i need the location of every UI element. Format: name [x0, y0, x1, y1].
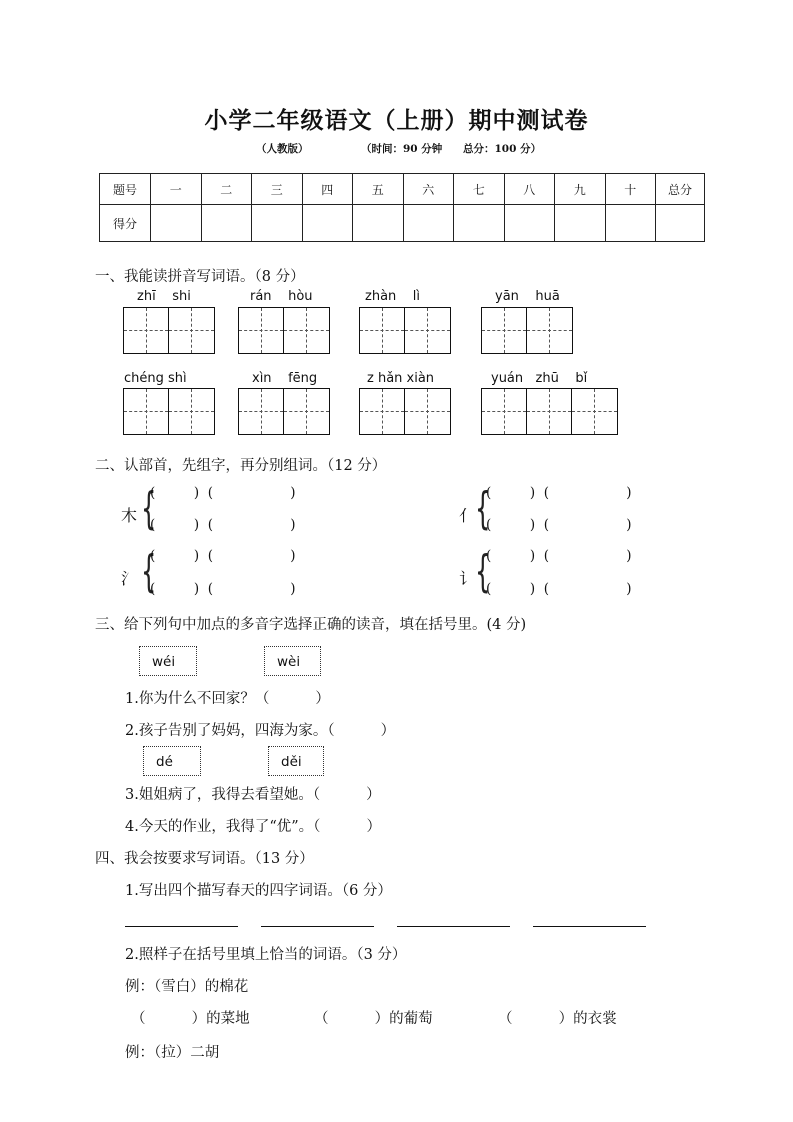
- writing-grid[interactable]: [481, 307, 573, 354]
- pinyin-label: zhī shi: [137, 289, 191, 304]
- score-cell[interactable]: [252, 205, 303, 242]
- question-line: 2.照样子在括号里填上恰当的词语。（3 分）: [125, 947, 407, 963]
- answer-line[interactable]: [533, 926, 646, 927]
- pinyin-label: zhàn lì: [365, 289, 421, 304]
- blank-pair[interactable]: ( ) ( ): [486, 581, 632, 597]
- radical: 讠: [459, 569, 476, 588]
- pinyin-label: rán hòu: [250, 289, 313, 304]
- score-cell[interactable]: [454, 205, 505, 242]
- edition-label: （人教版）: [256, 143, 309, 155]
- writing-grid[interactable]: [238, 388, 330, 435]
- question-line: 3.姐姐病了，我得去看望她。（ ）: [125, 787, 381, 803]
- pinyin-label: xìn fēng: [252, 371, 318, 386]
- writing-grid[interactable]: [123, 307, 215, 354]
- fill-blank[interactable]: （ ）的衣裳: [498, 1011, 617, 1027]
- question-line: 1.写出四个描写春天的四字词语。（6 分）: [125, 883, 392, 899]
- pinyin-label: yuán zhū bǐ: [491, 371, 588, 386]
- section1-title: 一、我能读拼音写词语。（8 分）: [95, 269, 305, 285]
- answer-line[interactable]: [397, 926, 510, 927]
- score-cell[interactable]: [504, 205, 555, 242]
- page-title: 小学二年级语文（上册）期中测试卷: [204, 107, 589, 134]
- writing-grid[interactable]: [123, 388, 215, 435]
- question-line: 4.今天的作业，我得了“优”。（ ）: [125, 819, 382, 835]
- row-label: 题号: [100, 174, 151, 205]
- writing-grid[interactable]: [238, 307, 330, 354]
- blank-pair[interactable]: ( ) ( ): [150, 548, 296, 564]
- pinyin-option: wèi: [264, 646, 321, 676]
- column-header: 总分: [656, 174, 705, 205]
- brace-icon: {: [141, 483, 157, 534]
- brace-icon: {: [475, 483, 491, 534]
- column-header: 四: [302, 174, 353, 205]
- score-cell[interactable]: [605, 205, 656, 242]
- writing-grid[interactable]: [481, 388, 618, 435]
- radical: 氵: [121, 569, 138, 588]
- question-line: 2.孩子告别了妈妈，四海为家。（ ）: [125, 723, 396, 739]
- total-score-label: 总分：100 分）: [463, 143, 542, 155]
- score-table: [99, 173, 705, 242]
- column-header: 二: [201, 174, 252, 205]
- table-row: [100, 205, 705, 242]
- blank-pair[interactable]: ( ) ( ): [150, 581, 296, 597]
- section4-title: 四、我会按要求写词语。（13 分）: [95, 851, 314, 867]
- answer-line[interactable]: [125, 926, 238, 927]
- section3-title: 三、给下列句中加点的多音字选择正确的读音，填在括号里。(4 分): [95, 617, 527, 633]
- column-header: 一: [151, 174, 202, 205]
- blank-pair[interactable]: ( ) ( ): [150, 485, 296, 501]
- fill-blank[interactable]: （ ）的菜地: [131, 1011, 250, 1027]
- column-header: 九: [555, 174, 606, 205]
- score-cell[interactable]: [656, 205, 705, 242]
- score-cell[interactable]: [302, 205, 353, 242]
- time-label: （时间：90 分钟: [361, 143, 443, 155]
- table-row: [100, 174, 705, 205]
- column-header: 八: [504, 174, 555, 205]
- brace-icon: {: [141, 546, 157, 597]
- blank-pair[interactable]: ( ) ( ): [486, 485, 632, 501]
- column-header: 五: [353, 174, 404, 205]
- score-cell[interactable]: [353, 205, 404, 242]
- column-header: 三: [252, 174, 303, 205]
- row-label: 得分: [100, 205, 151, 242]
- question-line: 1.你为什么不回家？（ ）: [125, 691, 330, 707]
- score-cell[interactable]: [555, 205, 606, 242]
- score-cell[interactable]: [151, 205, 202, 242]
- brace-icon: {: [475, 546, 491, 597]
- pinyin-label: yān huā: [495, 289, 560, 304]
- blank-pair[interactable]: ( ) ( ): [150, 517, 296, 533]
- writing-grid[interactable]: [359, 307, 451, 354]
- radical: 木: [121, 506, 138, 525]
- section2-title: 二、认部首，先组字，再分别组词。（12 分）: [95, 458, 387, 474]
- writing-grid[interactable]: [359, 388, 451, 435]
- blank-pair[interactable]: ( ) ( ): [486, 517, 632, 533]
- fill-blank[interactable]: （ ）的葡萄: [314, 1011, 433, 1027]
- example-line: 例：（雪白）的棉花: [125, 979, 249, 995]
- example-line: 例：（拉）二胡: [125, 1045, 220, 1061]
- pinyin-option: dé: [143, 746, 201, 776]
- pinyin-option: děi: [268, 746, 324, 776]
- score-cell[interactable]: [403, 205, 454, 242]
- column-header: 十: [605, 174, 656, 205]
- column-header: 六: [403, 174, 454, 205]
- pinyin-option: wéi: [139, 646, 197, 676]
- answer-line[interactable]: [261, 926, 374, 927]
- pinyin-label: chéng shì: [124, 371, 187, 386]
- pinyin-label: z hǎn xiàn: [367, 371, 435, 386]
- score-cell[interactable]: [201, 205, 252, 242]
- radical: 亻: [459, 506, 476, 525]
- column-header: 七: [454, 174, 505, 205]
- blank-pair[interactable]: ( ) ( ): [486, 548, 632, 564]
